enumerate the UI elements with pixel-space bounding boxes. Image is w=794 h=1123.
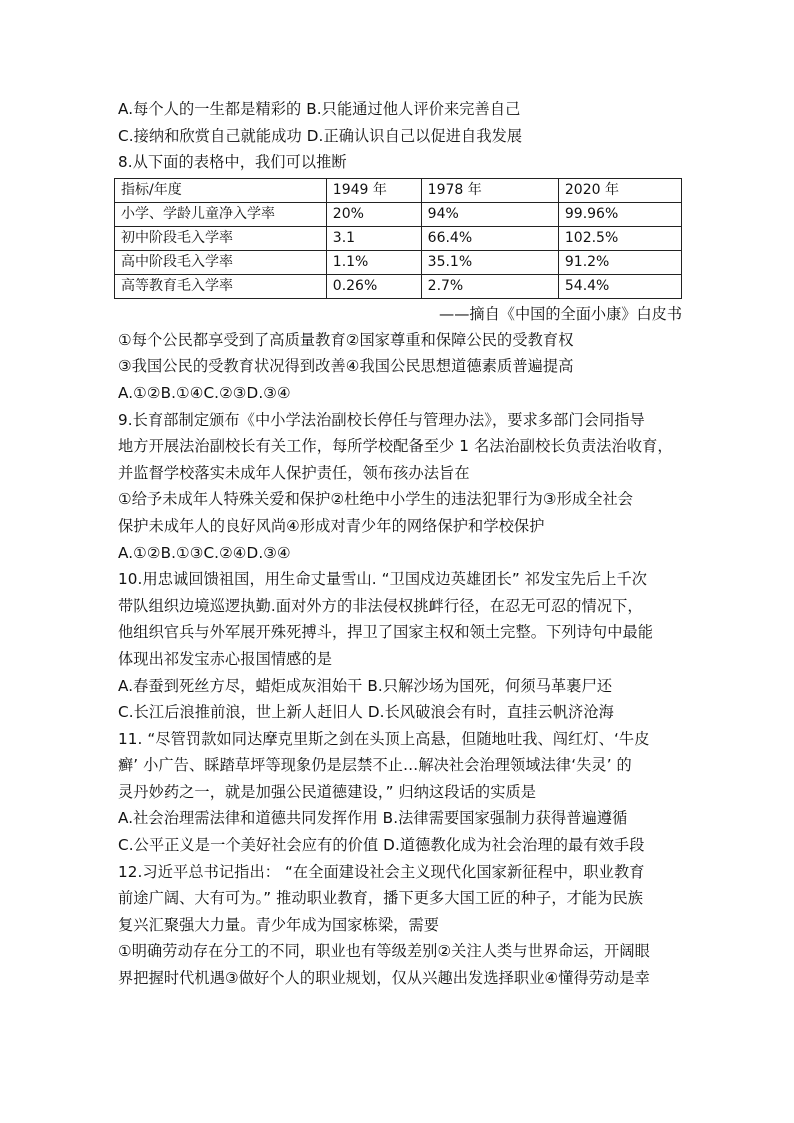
table-cell: 0.26% xyxy=(326,274,421,298)
q11-stem-line-1: 11. “尽管罚款如同达摩克里斯之剑在头顶上高悬，但随地吐我、闯红灯、‘牛皮 xyxy=(118,729,650,748)
table-cell: 35.1% xyxy=(421,250,558,274)
table-header-row xyxy=(115,178,682,202)
q10-stem-line-4: 体现出祁发宝赤心报国情感的是 xyxy=(118,649,333,668)
q12-stem-line-1: 12.习近平总书记指出： “在全面建设社会主义现代化国家新征程中，职业教育 xyxy=(118,862,645,881)
q8-items-line-1: ①每个公民都享受到了高质量教育②国家尊重和保障公民的受教育权 xyxy=(118,330,574,349)
q10-options-line-1: A.春蚕到死丝方尽，蜡炬成灰泪始干 B.只解沙场为国死，何须马革裹尸还 xyxy=(118,676,613,695)
q9-items-line-1: ①给予未成年人特殊关爱和保护②杜绝中小学生的违法犯罪行为③形成全社会 xyxy=(118,490,634,509)
table-header-cell: 指标/年度 xyxy=(115,178,327,202)
q11-options-line-2: C.公平正义是一个美好社会应有的价值 D.道德教化成为社会治理的最有效手段 xyxy=(118,836,645,855)
q10-options-line-2: C.长江后浪推前浪，世上新人赶旧人 D.长风破浪会有时，直挂云帆济沧海 xyxy=(118,703,614,722)
q12-stem-line-2: 前途广阔、大有可为。” 推动职业教育，播下更多大国工匠的种子，才能为民族 xyxy=(118,889,644,908)
table-cell: 2.7% xyxy=(421,274,558,298)
table-row xyxy=(115,202,682,226)
table-cell: 3.1 xyxy=(326,226,421,250)
table-cell: 91.2% xyxy=(558,250,681,274)
q7-options-line-1: A.每个人的一生都是精彩的 B.只能通过他人评价来完善自己 xyxy=(118,100,521,118)
education-stats-table xyxy=(114,178,682,299)
q9-stem-line-2: 地方开展法治副校长有关工作，每所学校配备至少 1 名法治副校长负责法治收育， xyxy=(118,437,673,456)
table-cell: 1.1% xyxy=(326,250,421,274)
table-header-cell: 1949 年 xyxy=(326,178,421,202)
table-cell: 20% xyxy=(326,202,421,226)
q10-stem-line-2: 带队组织边境巡逻执勤.面对外方的非法侵权挑衅行径，在忍无可忍的情况下， xyxy=(118,596,643,615)
table-cell: 102.5% xyxy=(558,226,681,250)
table-row xyxy=(115,250,682,274)
q12-items-line-1: ①明确劳动存在分工的不同，职业也有等级差别②关注人类与世界命运，开阔眼 xyxy=(118,942,650,961)
q8-stem: 8.从下面的表格中，我们可以推断 xyxy=(118,153,347,172)
q8-items-line-2: ③我国公民的受教育状况得到改善④我国公民思想道德素质普遍提高 xyxy=(118,357,574,376)
q11-options-line-1: A.社会治理需法律和道德共同发挥作用 B.法律需要国家强制力获得普遍遵循 xyxy=(118,809,628,828)
table-row xyxy=(115,274,682,298)
q11-stem-line-3: 灵丹妙药之一，就是加强公民道德建设，” 归纳这段话的实质是 xyxy=(118,782,537,801)
q10-stem-line-1: 10.用忠诚回馈祖国，用生命丈量雪山. “卫国戍边英雄团长” 祁发宝先后上千次 xyxy=(118,570,648,589)
q12-items-line-2: 界把握时代机遇③做好个人的职业规划，仅从兴趣出发选择职业④懂得劳动是幸 xyxy=(118,969,650,988)
q8-options: A.①②B.①④C.②③D.③④ xyxy=(118,383,291,402)
table-cell: 94% xyxy=(421,202,558,226)
q9-stem-line-3: 并监督学校落实未成年人保护责任，领布孩办法旨在 xyxy=(118,463,470,482)
table-cell: 高中阶段毛入学率 xyxy=(115,250,327,274)
q11-stem-line-2: 癣’ 小广告、睬踏草坪等现象仍是层禁不止…解决社会治理领域法律‘失灵’ 的 xyxy=(118,756,632,775)
q9-stem-line-1: 9.长育部制定颁布《中小学法治副校长停任与管理办法》，要求多部门会同指导 xyxy=(118,410,645,429)
table-cell: 99.96% xyxy=(558,202,681,226)
q9-options: A.①②B.①③C.②④D.③④ xyxy=(118,543,291,562)
q12-stem-line-3: 复兴汇聚强大力量。青少年成为国家栋梁，需要 xyxy=(118,915,440,934)
table-header-cell: 2020 年 xyxy=(558,178,681,202)
table-cell: 54.4% xyxy=(558,274,681,298)
table-cell: 小学、学龄儿童净入学率 xyxy=(115,202,327,226)
table-row xyxy=(115,226,682,250)
q7-options-line-2: C.接纳和欣赏自己就能成功 D.正确认识自己以促进自我发展 xyxy=(118,126,523,145)
exam-page xyxy=(118,96,686,992)
q9-items-line-2: 保护未成年人的良好风尚④形成对青少年的网络保护和学校保护 xyxy=(118,516,545,535)
table-source: ——摘自《中国的全面小康》白皮书 xyxy=(439,304,682,323)
table-header-cell: 1978 年 xyxy=(421,178,558,202)
q10-stem-line-3: 他组织官兵与外军展开殊死搏斗，捍卫了国家主权和领土完整。下列诗句中最能 xyxy=(118,623,654,642)
table-cell: 高等教育毛入学率 xyxy=(115,274,327,298)
table-cell: 66.4% xyxy=(421,226,558,250)
table-cell: 初中阶段毛入学率 xyxy=(115,226,327,250)
